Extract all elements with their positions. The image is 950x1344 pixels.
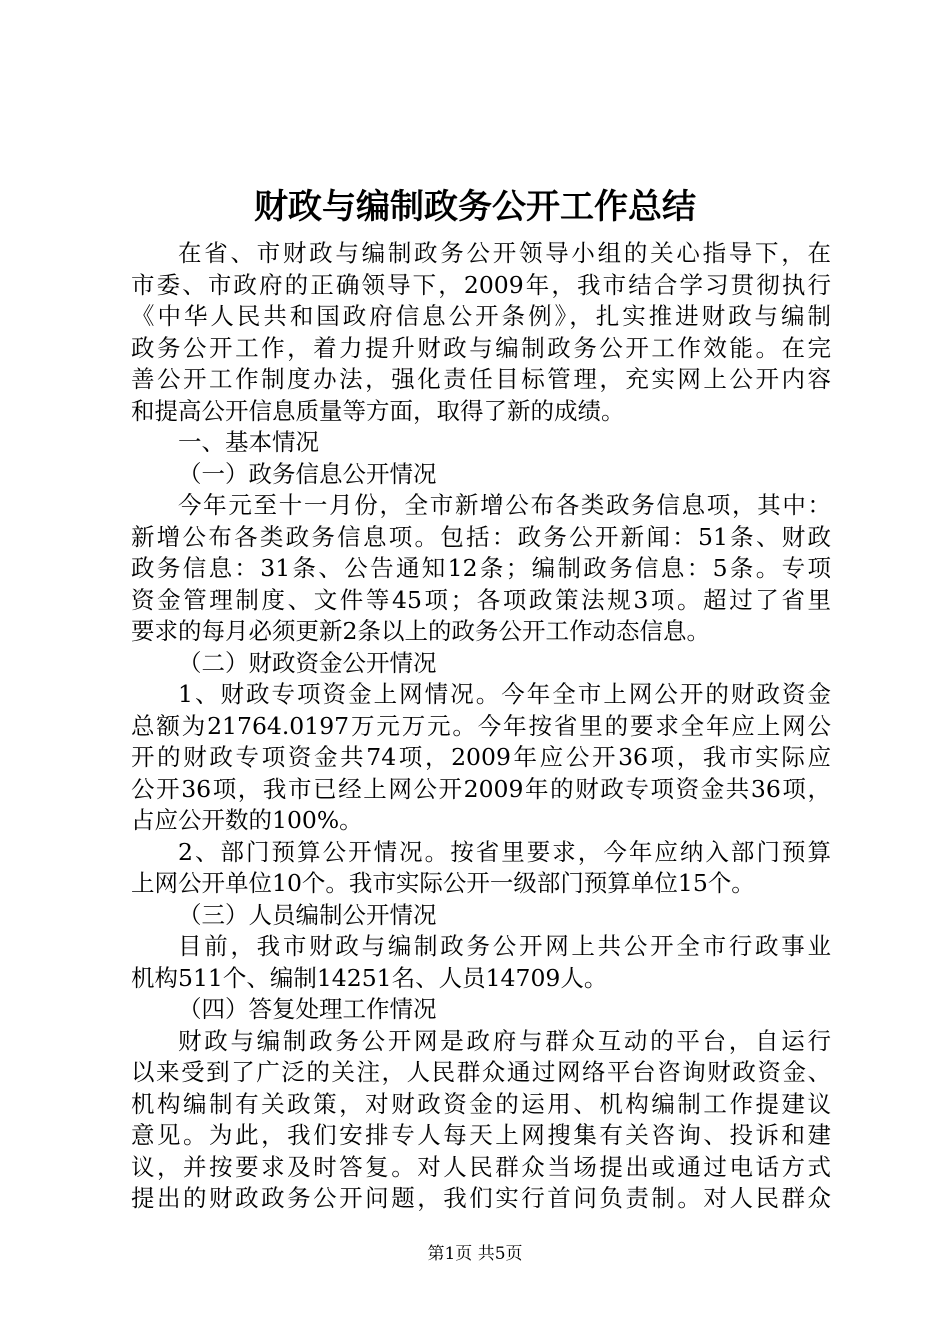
body-line: 资金管理制度、文件等45项；各项政策法规3项。超过了省里 [131,585,831,614]
body-line: （三）人员编制公开情况 [178,900,437,929]
document-body [131,238,831,1215]
body-line: 市委、市政府的正确领导下，2009年，我市结合学习贯彻执行 [131,270,831,299]
body-line: （一）政务信息公开情况 [178,459,437,488]
body-line: 目前，我市财政与编制政务公开网上共公开全市行政事业 [178,932,831,960]
body-line: 上网公开单位10个。我市实际公开一级部门预算单位15个。 [131,869,755,897]
body-line: 意见。为此，我们安排专人每天上网搜集有关咨询、投诉和建 [131,1121,831,1149]
body-line: 和提高公开信息质量等方面，取得了新的成绩。 [131,396,625,425]
body-line: （四）答复处理工作情况 [178,995,437,1023]
body-line: 公开36项，我市已经上网公开2009年的财政专项资金共36项， [131,774,831,803]
document-title: 财政与编制政务公开工作总结 [254,187,696,227]
body-line: 1、财政专项资金上网情况。今年全市上网公开的财政资金 [178,680,831,708]
body-line: 善公开工作制度办法，强化责任目标管理，充实网上公开内容 [131,365,831,393]
body-line: 今年元至十一月份，全市新增公布各类政务信息项，其中： [178,491,831,519]
body-line: 财政与编制政务公开网是政府与群众互动的平台，自运行 [178,1026,831,1055]
body-line: 总额为21764.0197万元万元。今年按省里的要求全年应上网公 [131,711,831,740]
body-line: 占应公开数的100%。 [131,806,363,834]
body-line: 在省、市财政与编制政务公开领导小组的关心指导下，在 [178,239,831,267]
body-line: 开的财政专项资金共74项，2009年应公开36项，我市实际应 [131,743,831,771]
body-line: 政务信息：31条、公告通知12条；编制政务信息：5条。专项 [131,554,831,582]
body-line: 议，并按要求及时答复。对人民群众当场提出或通过电话方式 [131,1152,831,1181]
body-line: 政务公开工作，着力提升财政与编制政务公开工作效能。在完 [131,333,831,362]
body-line: 要求的每月必须更新2条以上的政务公开工作动态信息。 [131,617,710,645]
body-line: 提出的财政政务公开问题，我们实行首问负责制。对人民群众 [131,1184,831,1212]
body-line: 2、部门预算公开情况。按省里要求，今年应纳入部门预算 [178,837,831,866]
body-line: 《中华人民共和国政府信息公开条例》，扎实推进财政与编制 [131,302,831,330]
page-footer: 第1页 共5页 [427,1244,523,1264]
body-line: 一、基本情况 [178,428,319,456]
body-line: 以来受到了广泛的关注，人民群众通过网络平台咨询财政资金、 [131,1058,831,1086]
body-line: 机构511个、编制14251名、人员14709人。 [131,963,608,992]
body-line: （二）财政资金公开情况 [178,648,437,677]
body-line: 机构编制有关政策，对财政资金的运用、机构编制工作提建议 [131,1089,831,1118]
body-line: 新增公布各类政务信息项。包括：政务公开新闻：51条、财政 [131,522,831,551]
